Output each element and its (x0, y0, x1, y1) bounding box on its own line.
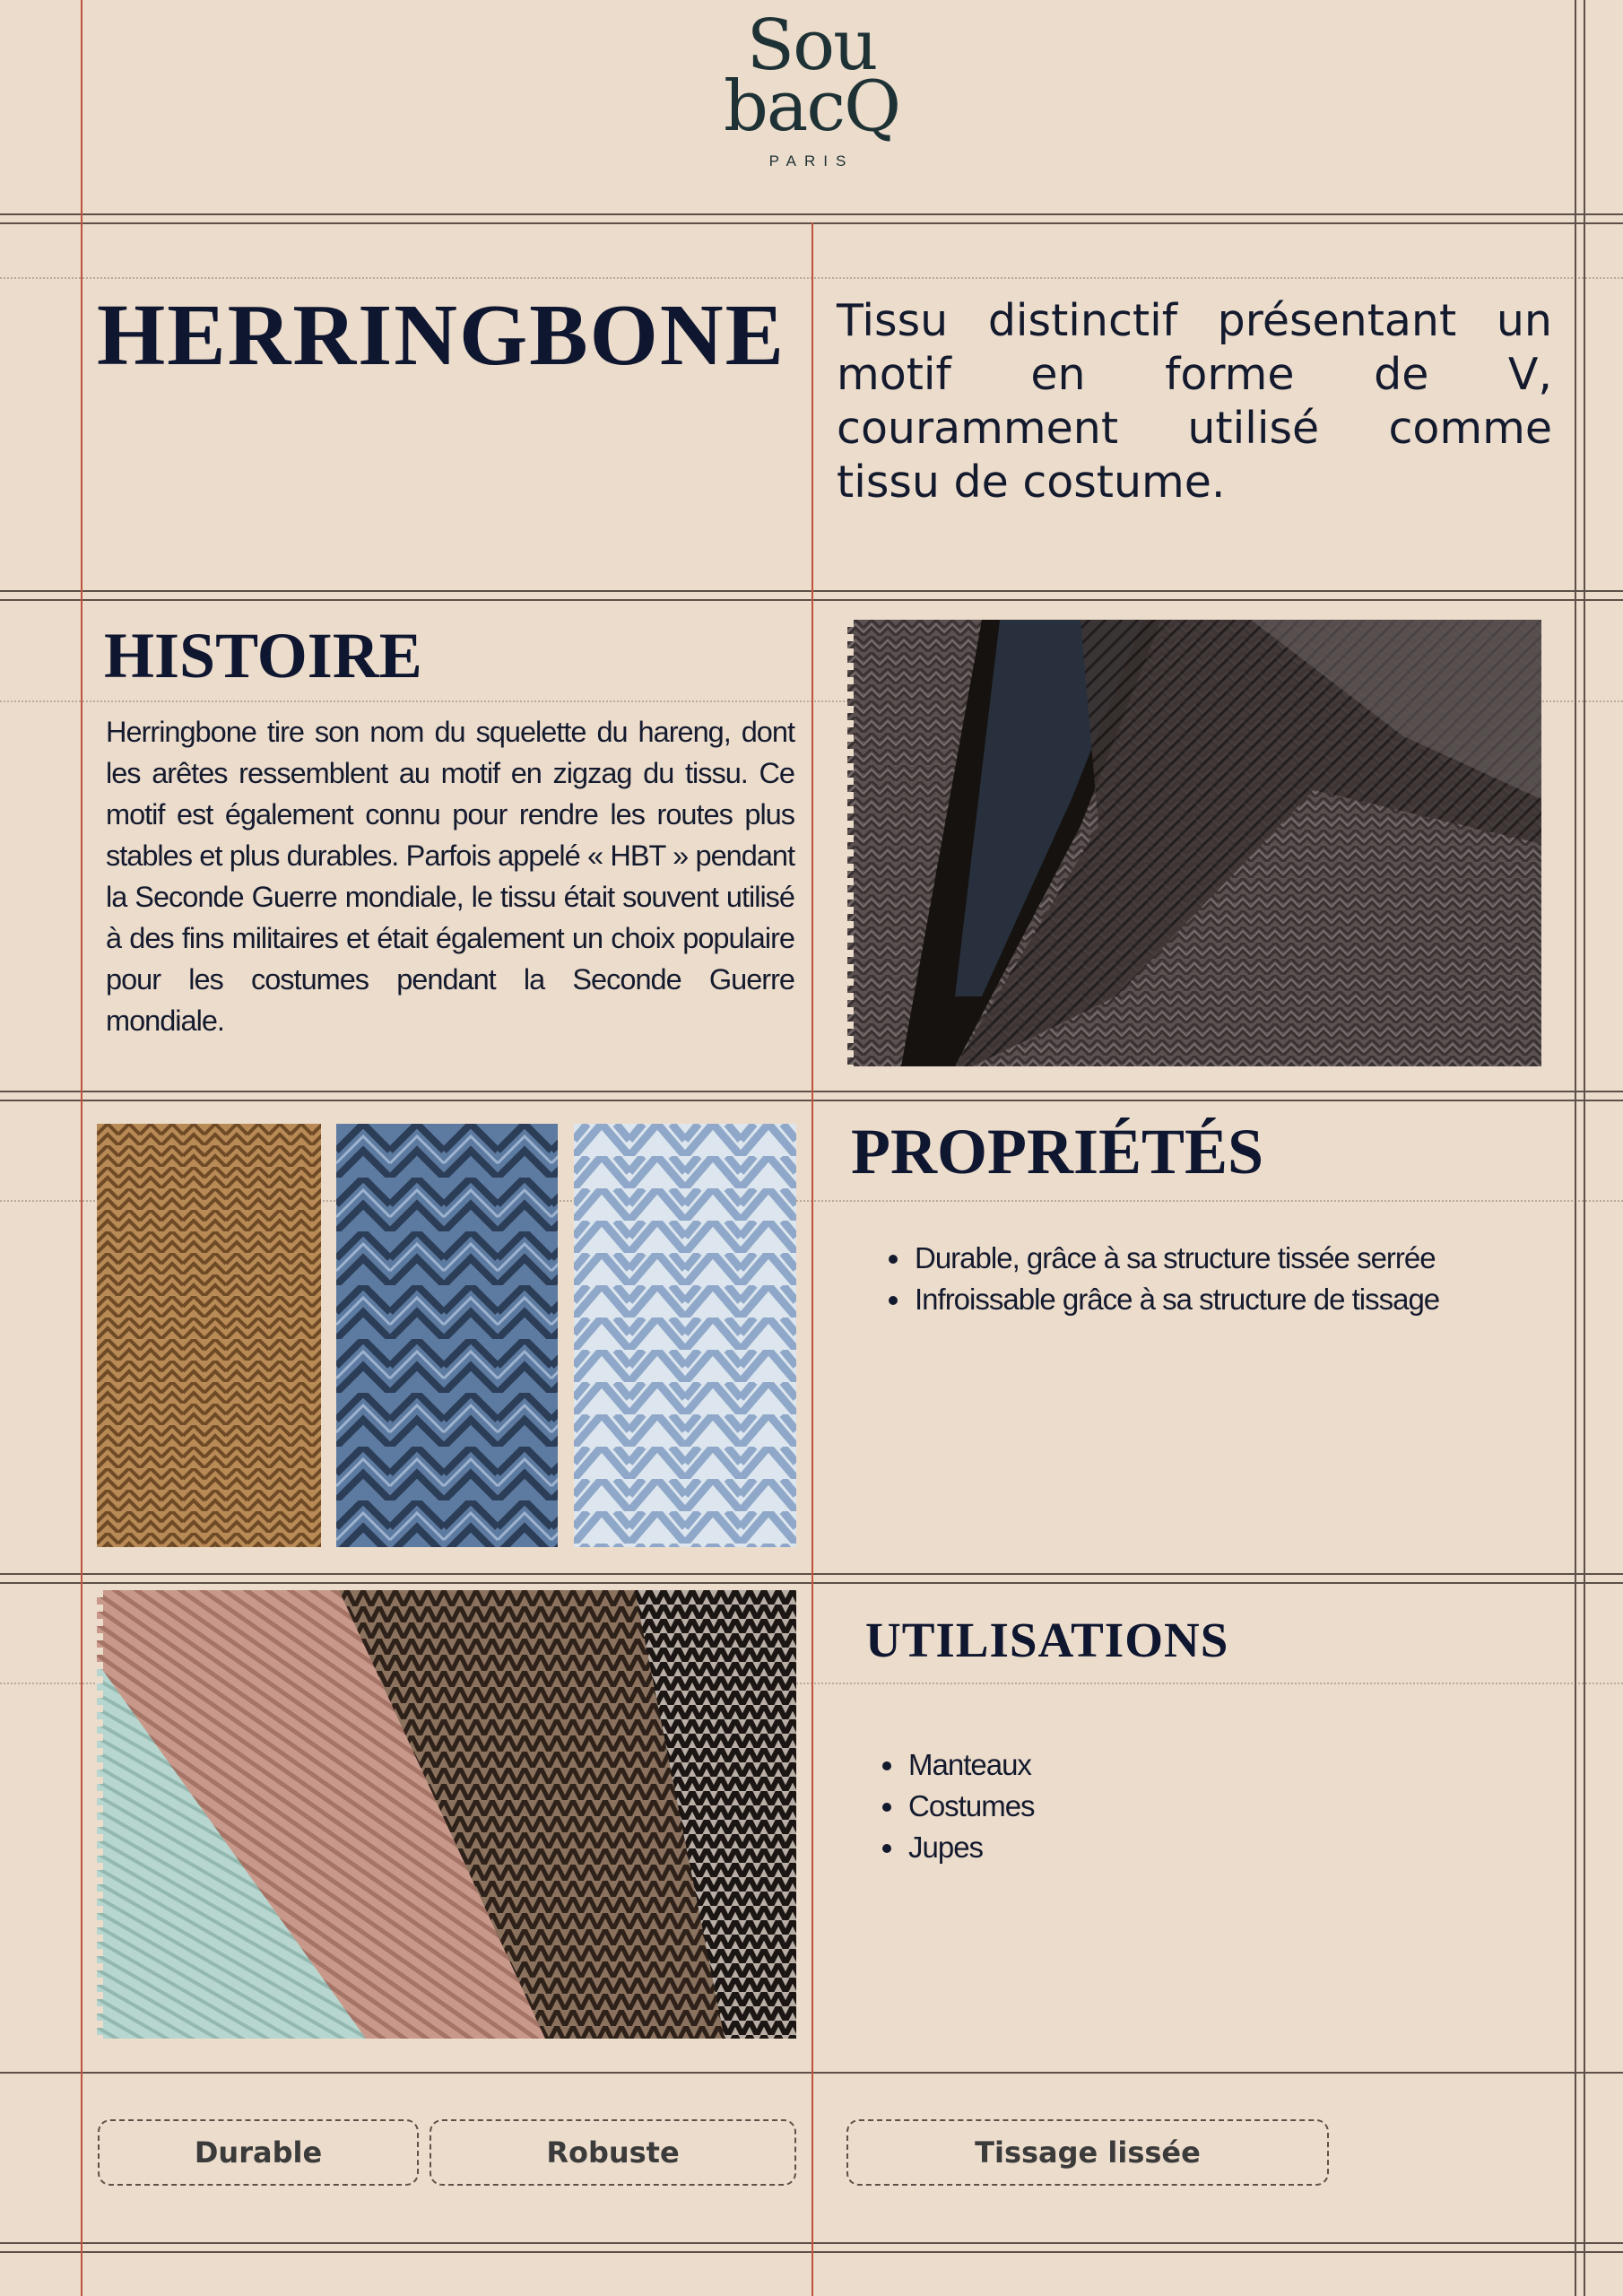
logo-line-1: Sou (746, 5, 877, 86)
logo-city: PARIS (768, 152, 855, 170)
swatch-light-blue (574, 1124, 796, 1547)
list-item: • Infroissable grâce à sa structure de tissage (913, 1279, 1439, 1320)
swatch-tan (97, 1124, 321, 1547)
tag-tissage: Tissage lissée (846, 2119, 1329, 2186)
intro-text: Tissu distinctif présentant un motif en forme de V, couramment utilisé comme tissu de costume. (837, 295, 1552, 508)
uses-list (872, 1744, 1035, 1868)
rule (1575, 0, 1576, 2296)
list-item: • Jupes (907, 1827, 1035, 1868)
page-title: HERRINGBONE (97, 287, 786, 384)
list-item: • Costumes (907, 1786, 1035, 1827)
fabric-samples-photo (97, 1590, 796, 2039)
rule (1584, 0, 1585, 2296)
list-item: • Durable, grâce à sa structure tissée serrée (913, 1238, 1439, 1279)
margin-rule (81, 0, 82, 2296)
brand-logo (717, 5, 906, 170)
jacket-photo (847, 620, 1541, 1066)
history-heading: HISTOIRE (104, 620, 422, 691)
tag-robuste: Robuste (430, 2119, 796, 2186)
list-item: • Manteaux (907, 1744, 1035, 1786)
swatch-blue (336, 1124, 558, 1547)
properties-heading: PROPRIÉTÉS (851, 1116, 1264, 1187)
uses-heading: UTILISATIONS (865, 1613, 1229, 1667)
logo-line-2: bacQ (723, 66, 900, 147)
center-rule (812, 222, 813, 2296)
rule (0, 213, 1623, 215)
tag-durable: Durable (98, 2119, 419, 2186)
history-text: Herringbone tire son nom du squelette du hareng, dont les arêtes ressemblent au motif en zigzag du tissu. Ce motif est également connu pour rendre les routes plus stables et plus durables. Parfois appelé « HBT » pendant la Seconde Guerre mondiale, le tissu était souvent utilisé à des fins militaires et était également un choix populaire pour les costumes pendant la Seconde Guerre mondiale. (106, 716, 794, 1037)
properties-list (879, 1238, 1439, 1320)
